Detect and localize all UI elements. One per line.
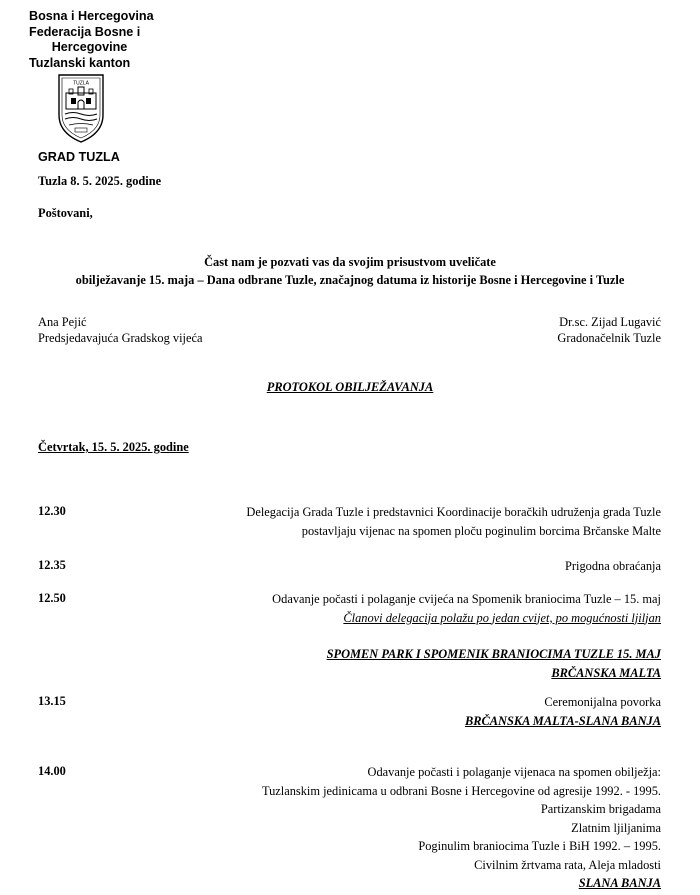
schedule-time: 13.15	[38, 694, 66, 708]
left-signatory-name: Ana Pejić	[38, 315, 87, 329]
day-heading: Četvrtak, 15. 5. 2025. godine	[38, 440, 189, 454]
schedule-line: Delegacija Grada Tuzle i predstavnici Koordinacije boračkih udruženja grada Tuzle	[246, 505, 661, 519]
city-name: GRAD TUZLA	[38, 150, 120, 164]
invitation-line-1: Čast nam je pozvati vas da svojim prisustvom uveličate	[204, 255, 496, 269]
schedule-item	[246, 503, 661, 540]
org-line-federation-cont: Hercegovine	[51, 40, 128, 54]
location-heading	[327, 645, 661, 682]
schedule-line: postavljaju vijenac na spomen ploču poginulim borcima Brčanske Malte	[301, 523, 661, 538]
location-heading-line-1: SPOMEN PARK I SPOMENIK BRANIOCIMA TUZLE 15. MAJ	[326, 647, 661, 661]
schedule-line: Odavanje počasti i polaganje cvijeća na Spomenik braniocima Tuzle – 15. maj	[272, 592, 661, 606]
crest-label: TUZLA	[73, 80, 89, 87]
schedule-note: Članovi delegacija polažu po jedan cvijet, po mogućnosti ljiljan	[343, 610, 661, 625]
schedule-item	[565, 557, 661, 576]
greeting: Poštovani,	[38, 206, 93, 220]
schedule-line: Poginulim braniocima Tuzle i BiH 1992. – 1995.	[418, 839, 661, 853]
schedule-line: Partizanskim brigadama	[540, 802, 661, 816]
city-crest-icon	[55, 71, 107, 145]
right-signatory-name: Dr.sc. Zijad Lugavić	[559, 315, 661, 329]
schedule-item	[262, 763, 661, 893]
org-line-country: Bosna i Hercegovina	[29, 9, 154, 23]
org-line-federation: Federacija Bosne i	[29, 24, 141, 39]
right-signatory-title: Gradonačelnik Tuzle	[557, 330, 661, 345]
schedule-line: Zlatnim ljiljanima	[571, 820, 661, 835]
organization-header	[29, 9, 164, 71]
schedule-time: 12.35	[38, 558, 66, 572]
schedule-line: Civilnim žrtvama rata, Aleja mladosti	[474, 857, 661, 872]
schedule-line: Prigodna obraćanja	[565, 559, 661, 573]
schedule-time: 14.00	[38, 764, 66, 778]
schedule-line: Tuzlanskim jedinicama u odbrani Bosne i Hercegovine od agresije 1992. - 1995.	[261, 783, 661, 798]
document-date: Tuzla 8. 5. 2025. godine	[38, 174, 162, 188]
invitation-text	[0, 253, 700, 289]
right-signatory	[557, 315, 661, 346]
schedule-line: Odavanje počasti i polaganje vijenaca na spomen obilježja:	[367, 765, 661, 779]
schedule-item	[272, 590, 661, 627]
schedule-item	[465, 693, 661, 730]
left-signatory	[38, 315, 202, 346]
left-signatory-title: Predsjedavajuća Gradskog vijeća	[38, 330, 203, 345]
schedule-time: 12.30	[38, 504, 66, 518]
schedule-location: SLANA BANJA	[578, 876, 661, 890]
schedule-line: Ceremonijalna povorka	[544, 695, 661, 709]
schedule-location: BRČANSKA MALTA-SLANA BANJA	[464, 713, 661, 728]
org-line-canton: Tuzlanski kanton	[29, 55, 131, 70]
invitation-line-2: obilježavanje 15. maja – Dana odbrane Tuzle, značajnog datuma iz historije Bosne i Hercegovine i Tuzle	[75, 273, 625, 287]
protocol-title: PROTOKOL OBILJEŽAVANJA	[266, 380, 434, 394]
schedule-time: 12.50	[38, 591, 66, 605]
location-heading-line-2: BRČANSKA MALTA	[551, 665, 661, 680]
